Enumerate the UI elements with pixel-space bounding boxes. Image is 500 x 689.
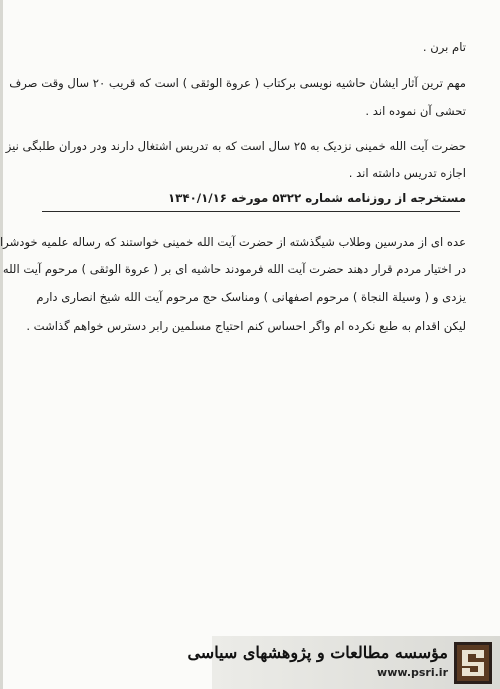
text-line-1: تام برن . <box>422 40 466 54</box>
section-divider <box>42 211 460 212</box>
institute-name: مؤسسه مطالعات و پژوهشهای سیاسی <box>187 643 448 662</box>
scan-edge <box>0 0 3 689</box>
institute-footer <box>187 636 500 689</box>
text-line-5: اجازه تدریس داشته اند . <box>348 166 466 180</box>
institute-url[interactable]: www.psri.ir <box>377 666 448 679</box>
text-line-2: مهم ترین آثار ایشان حاشیه نویسی برکتاب ( عروة الوثقی ) است که قریب ۲۰ سال وقت صرف <box>9 76 466 90</box>
source-citation-line: مستخرجه از روزنامه شماره ۵۳۲۲ مورخه ۱۳۴۰/۱/۱۶ <box>167 191 466 205</box>
psri-logo-icon <box>454 642 492 684</box>
text-line-7: عده ای از مدرسین وطلاب شیگذشته از حضرت آیت الله خمینی خواستند که رساله علمیه خودشرا <box>0 235 466 249</box>
text-line-3: تحشی آن نموده اند . <box>365 104 466 118</box>
text-line-8: در اختیار مردم قرار دهند حضرت آیت الله فرمودند حاشیه ای بر ( عروة الوثقی ) مرحوم آیت الله <box>2 262 466 276</box>
text-line-4: حضرت آیت الله خمینی نزدیک به ۲۵ سال است که به تدریس اشتغال دارند ودر دوران طلبگی نیز <box>5 139 466 153</box>
text-line-10: لیکن اقدام به طبع نکرده ام واگر احساس کنم احتیاج مسلمین رابر دسترس خواهم گذاشت . <box>26 319 466 333</box>
text-line-9: یزدی و ( وسیلة النجاة ) مرحوم اصفهانی ) ومناسک حج مرحوم آیت الله شیخ انصاری دارم <box>36 290 466 304</box>
